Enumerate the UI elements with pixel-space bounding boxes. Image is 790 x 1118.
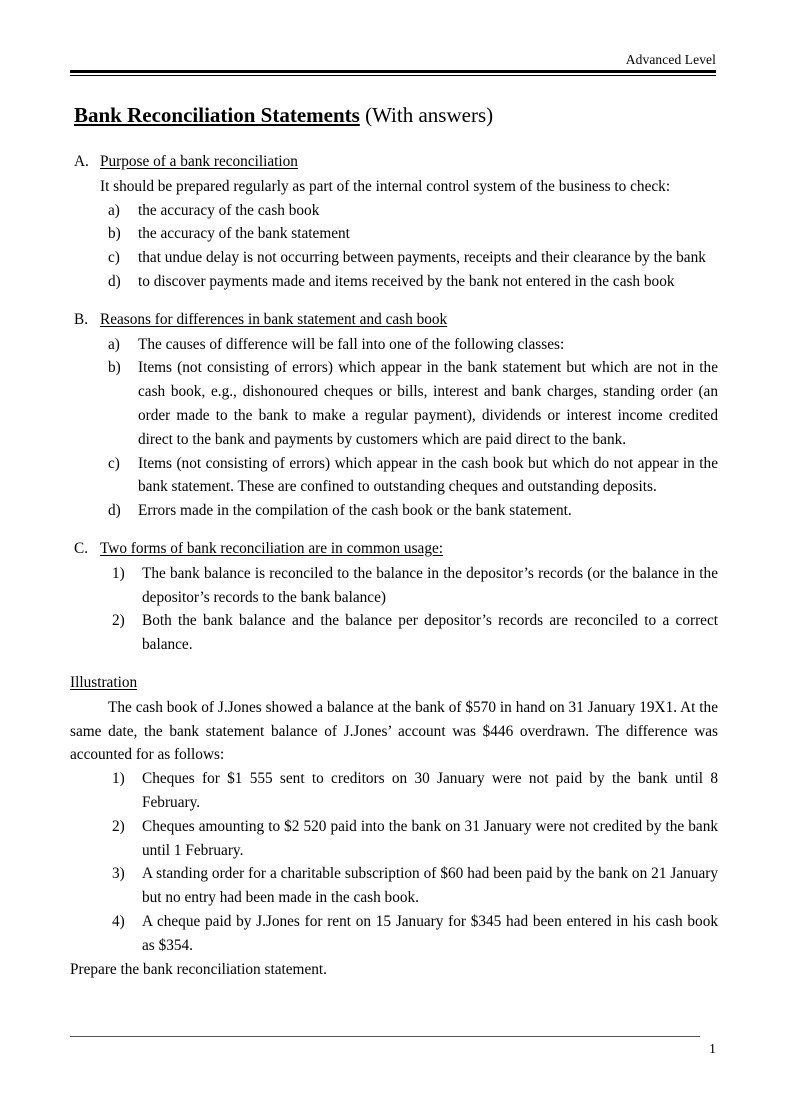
list-item [70, 815, 718, 863]
illustration-closing: Prepare the bank reconciliation statement. [70, 960, 327, 978]
footer-divider [70, 1036, 700, 1037]
list-item [70, 199, 718, 223]
list-item [70, 356, 718, 451]
page-header [70, 52, 716, 76]
section-a [70, 150, 718, 294]
illustration-head-wrap [70, 671, 718, 696]
section-b-head [70, 308, 718, 332]
header-level-label: Advanced Level [625, 52, 716, 67]
list-item-marker: a) [108, 335, 120, 353]
illustration-list [70, 767, 718, 957]
list-item-marker: d) [108, 502, 121, 520]
list-item-marker: 2) [112, 817, 125, 835]
list-item-text: A standing order for a charitable subscription of $60 had been paid by the bank on 21 January but no entry had been made in the cash book. [142, 865, 718, 907]
list-item-text: Cheques for $1 555 sent to creditors on 30 January were not paid by the bank until 8 February. [142, 770, 718, 811]
list-item-text: The bank balance is reconciled to the balance in the depositor’s records (or the balance in the depositor’s records to the bank balance) [142, 564, 718, 606]
list-item-text: Items (not consisting of errors) which appear in the bank statement but which are not in the cash book, e.g., dishonoured cheques or bills, interest and bank charges, standing order (an order made to the bank to make a regular payment), dividends or interest income credited direct to the bank and payments by customers which are paid direct to the bank. [138, 359, 718, 448]
section-a-intro: It should be prepared regularly as part of the internal control system of the business to check: [100, 177, 671, 195]
list-item [70, 270, 718, 294]
list-item-marker: c) [108, 454, 120, 472]
list-item-marker: b) [108, 225, 121, 243]
section-c-list [70, 562, 718, 657]
section-c [70, 537, 718, 657]
illustration-intro: The cash book of J.Jones showed a balance at the bank of $570 in hand on 31 January 19X1. At the same date, the bank statement balance of J.Jones’ account was $446 overdrawn. The difference was accounted for as follows: [70, 698, 718, 764]
section-a-list [70, 199, 718, 294]
list-item [70, 562, 718, 610]
section-a-marker: A. [74, 153, 89, 170]
page-number: 1 [709, 1042, 716, 1057]
list-item-marker: 1) [112, 564, 125, 582]
list-item-text: the accuracy of the bank statement [138, 225, 350, 243]
section-b [70, 308, 718, 523]
list-item-marker: c) [108, 249, 120, 267]
section-a-head [70, 150, 718, 174]
list-item [70, 910, 718, 958]
list-item-text: that undue delay is not occurring between payments, receipts and their clearance by the bank [138, 249, 706, 267]
section-b-heading: Reasons for differences in bank statement and cash book [100, 310, 448, 328]
section-c-marker: C. [74, 539, 89, 557]
list-item [70, 246, 718, 270]
list-item-text: Cheques amounting to $2 520 paid into the bank on 31 January were not credited by the bank until 1 February. [142, 817, 718, 859]
list-item [70, 222, 718, 246]
section-c-heading: Two forms of bank reconciliation are in common usage: [100, 539, 444, 557]
list-item-marker: b) [108, 359, 121, 377]
list-item-text: A cheque paid by J.Jones for rent on 15 January for $345 had been entered in his cash book as $354. [142, 912, 718, 954]
list-item-text: Both the bank balance and the balance per depositor’s records are reconciled to a correct balance. [142, 612, 718, 654]
list-item [70, 767, 718, 815]
page-footer [70, 1036, 716, 1057]
illustration-section [70, 671, 718, 981]
list-item [70, 333, 718, 357]
list-item [70, 499, 718, 523]
list-item-text: the accuracy of the cash book [138, 201, 320, 219]
section-b-marker: B. [74, 310, 89, 328]
page-title [74, 102, 720, 128]
list-item-marker: 2) [112, 612, 125, 630]
list-item-text: Errors made in the compilation of the cash book or the bank statement. [138, 502, 572, 520]
page-title-main: Bank Reconciliation Statements [74, 103, 360, 128]
list-item [70, 452, 718, 500]
section-c-head [70, 537, 718, 561]
list-item-marker: a) [108, 201, 120, 219]
list-item-text: The causes of difference will be fall into one of the following classes: [138, 335, 565, 353]
illustration-heading: Illustration [70, 673, 138, 691]
header-divider [70, 70, 716, 76]
list-item-marker: 4) [112, 912, 125, 930]
document-body [70, 150, 718, 981]
section-b-list [70, 333, 718, 523]
list-item-marker: d) [108, 272, 121, 290]
list-item [70, 862, 718, 910]
list-item [70, 609, 718, 657]
page-title-suffix: (With answers) [359, 103, 494, 128]
section-a-heading: Purpose of a bank reconciliation [100, 153, 298, 170]
header-divider-thin-line [70, 75, 716, 76]
list-item-marker: 3) [112, 865, 125, 883]
list-item-text: to discover payments made and items received by the bank not entered in the cash book [138, 272, 675, 290]
list-item-marker: 1) [112, 770, 125, 788]
list-item-text: Items (not consisting of errors) which appear in the cash book but which do not appear in the bank statement. These are confined to outstanding cheques and outstanding deposits. [138, 454, 718, 496]
